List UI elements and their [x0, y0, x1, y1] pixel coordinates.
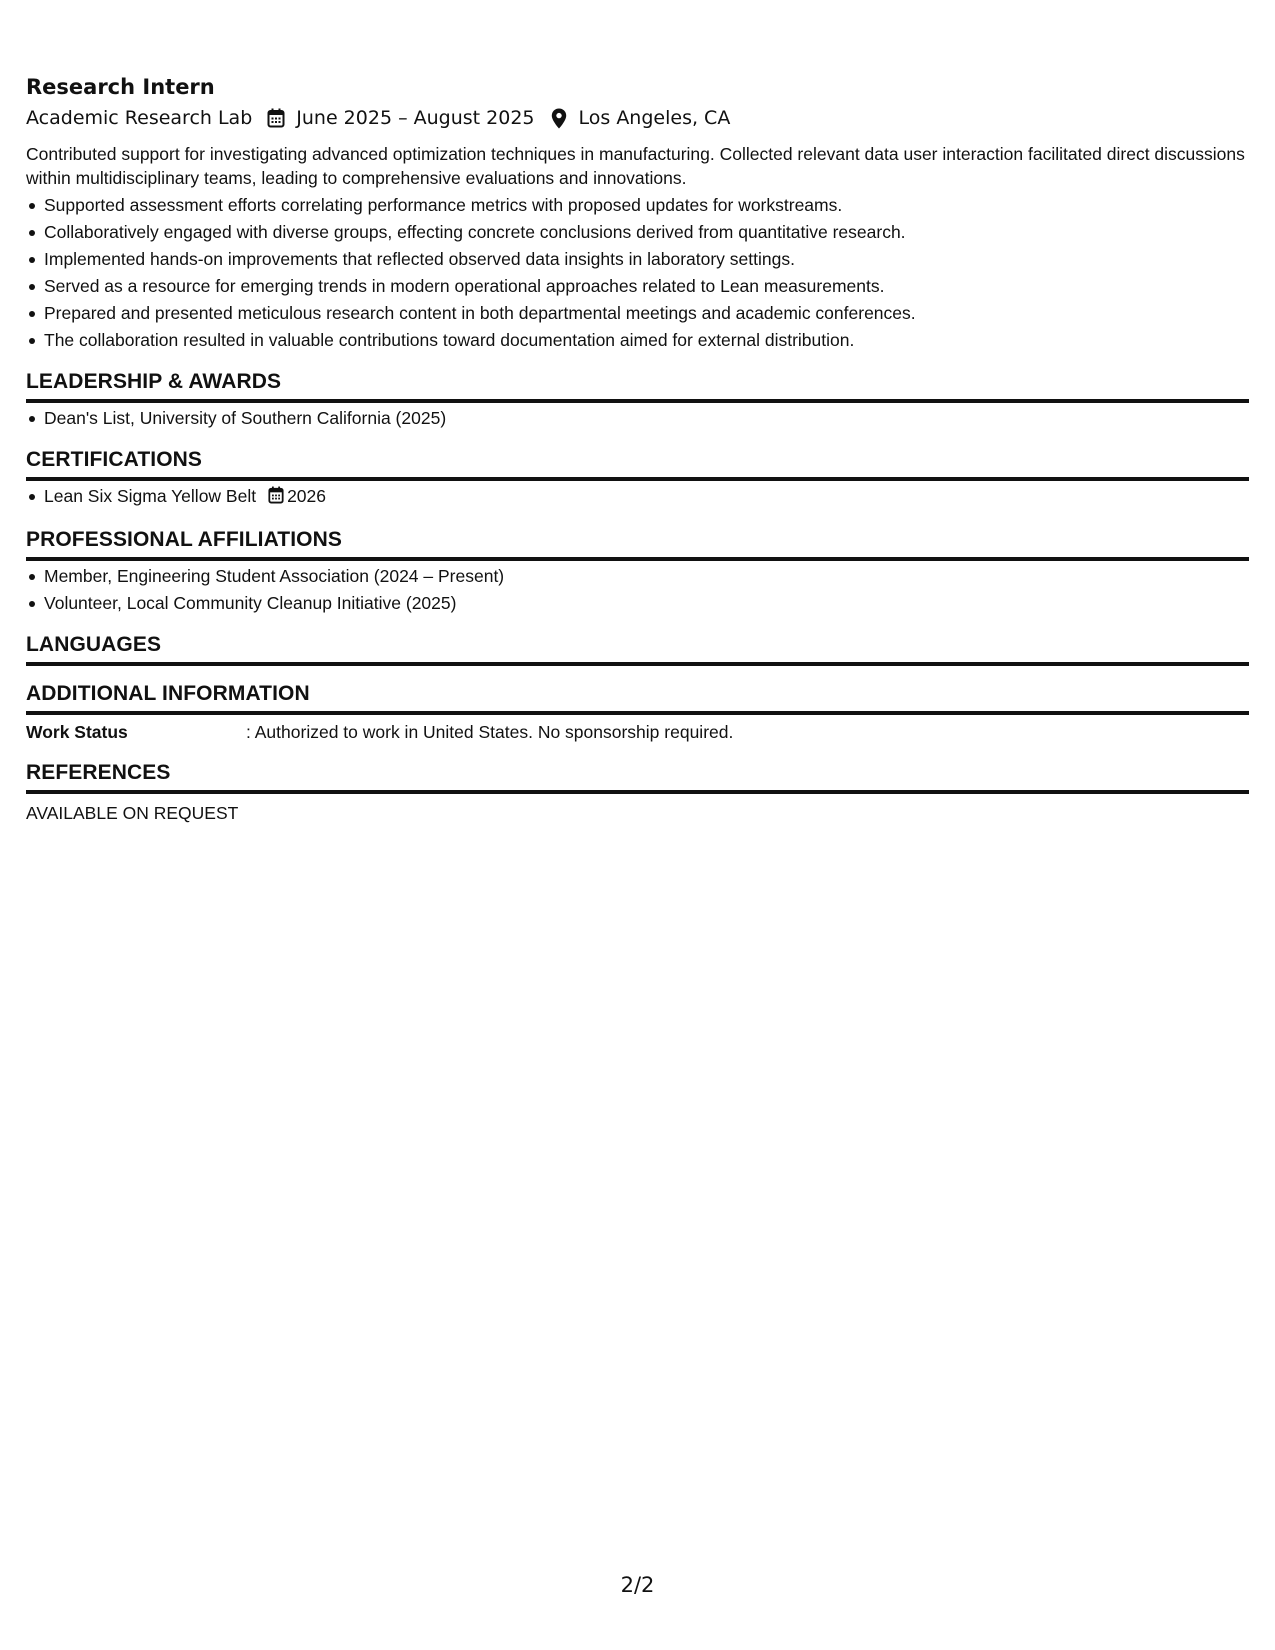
section-languages: [26, 631, 1249, 666]
references-text: AVAILABLE ON REQUEST: [26, 803, 239, 823]
list-item: [26, 483, 1249, 512]
section-leadership: [26, 368, 1249, 432]
list-item: Dean's List, University of Southern California (2025): [26, 405, 1249, 432]
list-item: Served as a resource for emerging trends in modern operational approaches related to Lean measurements.: [26, 273, 1249, 300]
section-heading: PROFESSIONAL AFFILIATIONS: [26, 526, 1249, 561]
company-name: Academic Research Lab: [26, 107, 253, 129]
job-summary: Contributed support for investigating advanced optimization techniques in manufacturing. Collected relevant data user interaction facilitated direct discussions within multidisciplinary teams, leading to comprehensive evaluations and innovations.: [26, 144, 1245, 188]
section-heading: CERTIFICATIONS: [26, 446, 1249, 481]
section-additional-information: [26, 680, 1249, 745]
list-item: Implemented hands-on improvements that reflected observed data insights in laboratory settings.: [26, 246, 1249, 273]
job-meta: [26, 103, 1249, 133]
list-item: The collaboration resulted in valuable contributions toward documentation aimed for external distribution.: [26, 327, 1249, 354]
job-location: Los Angeles, CA: [578, 107, 731, 129]
certification-name: Lean Six Sigma Yellow Belt: [44, 486, 257, 506]
list-item: Supported assessment efforts correlating performance metrics with proposed updates for workstreams.: [26, 192, 1249, 219]
section-affiliations: [26, 526, 1249, 617]
page-number: 2/2: [620, 1573, 655, 1597]
job-title: Research Intern: [26, 75, 215, 99]
job-dates: June 2025 – August 2025: [296, 107, 535, 129]
calendar-icon: [268, 485, 284, 512]
list-item: Volunteer, Local Community Cleanup Initiative (2025): [26, 590, 1249, 617]
list-item: Member, Engineering Student Association (2024 – Present): [26, 563, 1249, 590]
list-item: Prepared and presented meticulous research content in both departmental meetings and academic conferences.: [26, 300, 1249, 327]
section-heading: LEADERSHIP & AWARDS: [26, 368, 1249, 403]
info-label: Work Status: [26, 722, 128, 742]
section-certifications: [26, 446, 1249, 512]
job-bullets: [26, 192, 1249, 354]
certification-year: 2026: [287, 486, 327, 506]
resume-page: [26, 72, 1249, 826]
certifications-list: [26, 483, 1249, 512]
leadership-list: [26, 405, 1249, 432]
info-value: : Authorized to work in United States. No sponsorship required.: [246, 722, 734, 742]
experience-entry: [26, 72, 1249, 354]
section-references: [26, 759, 1249, 826]
section-heading: ADDITIONAL INFORMATION: [26, 680, 1249, 715]
work-status-row: [26, 719, 1249, 745]
list-item: Collaboratively engaged with diverse groups, effecting concrete conclusions derived from quantitative research.: [26, 219, 1249, 246]
calendar-icon: [266, 107, 286, 129]
section-heading: LANGUAGES: [26, 631, 1249, 666]
affiliations-list: [26, 563, 1249, 617]
section-heading: REFERENCES: [26, 759, 1249, 794]
map-pin-icon: [549, 107, 569, 129]
